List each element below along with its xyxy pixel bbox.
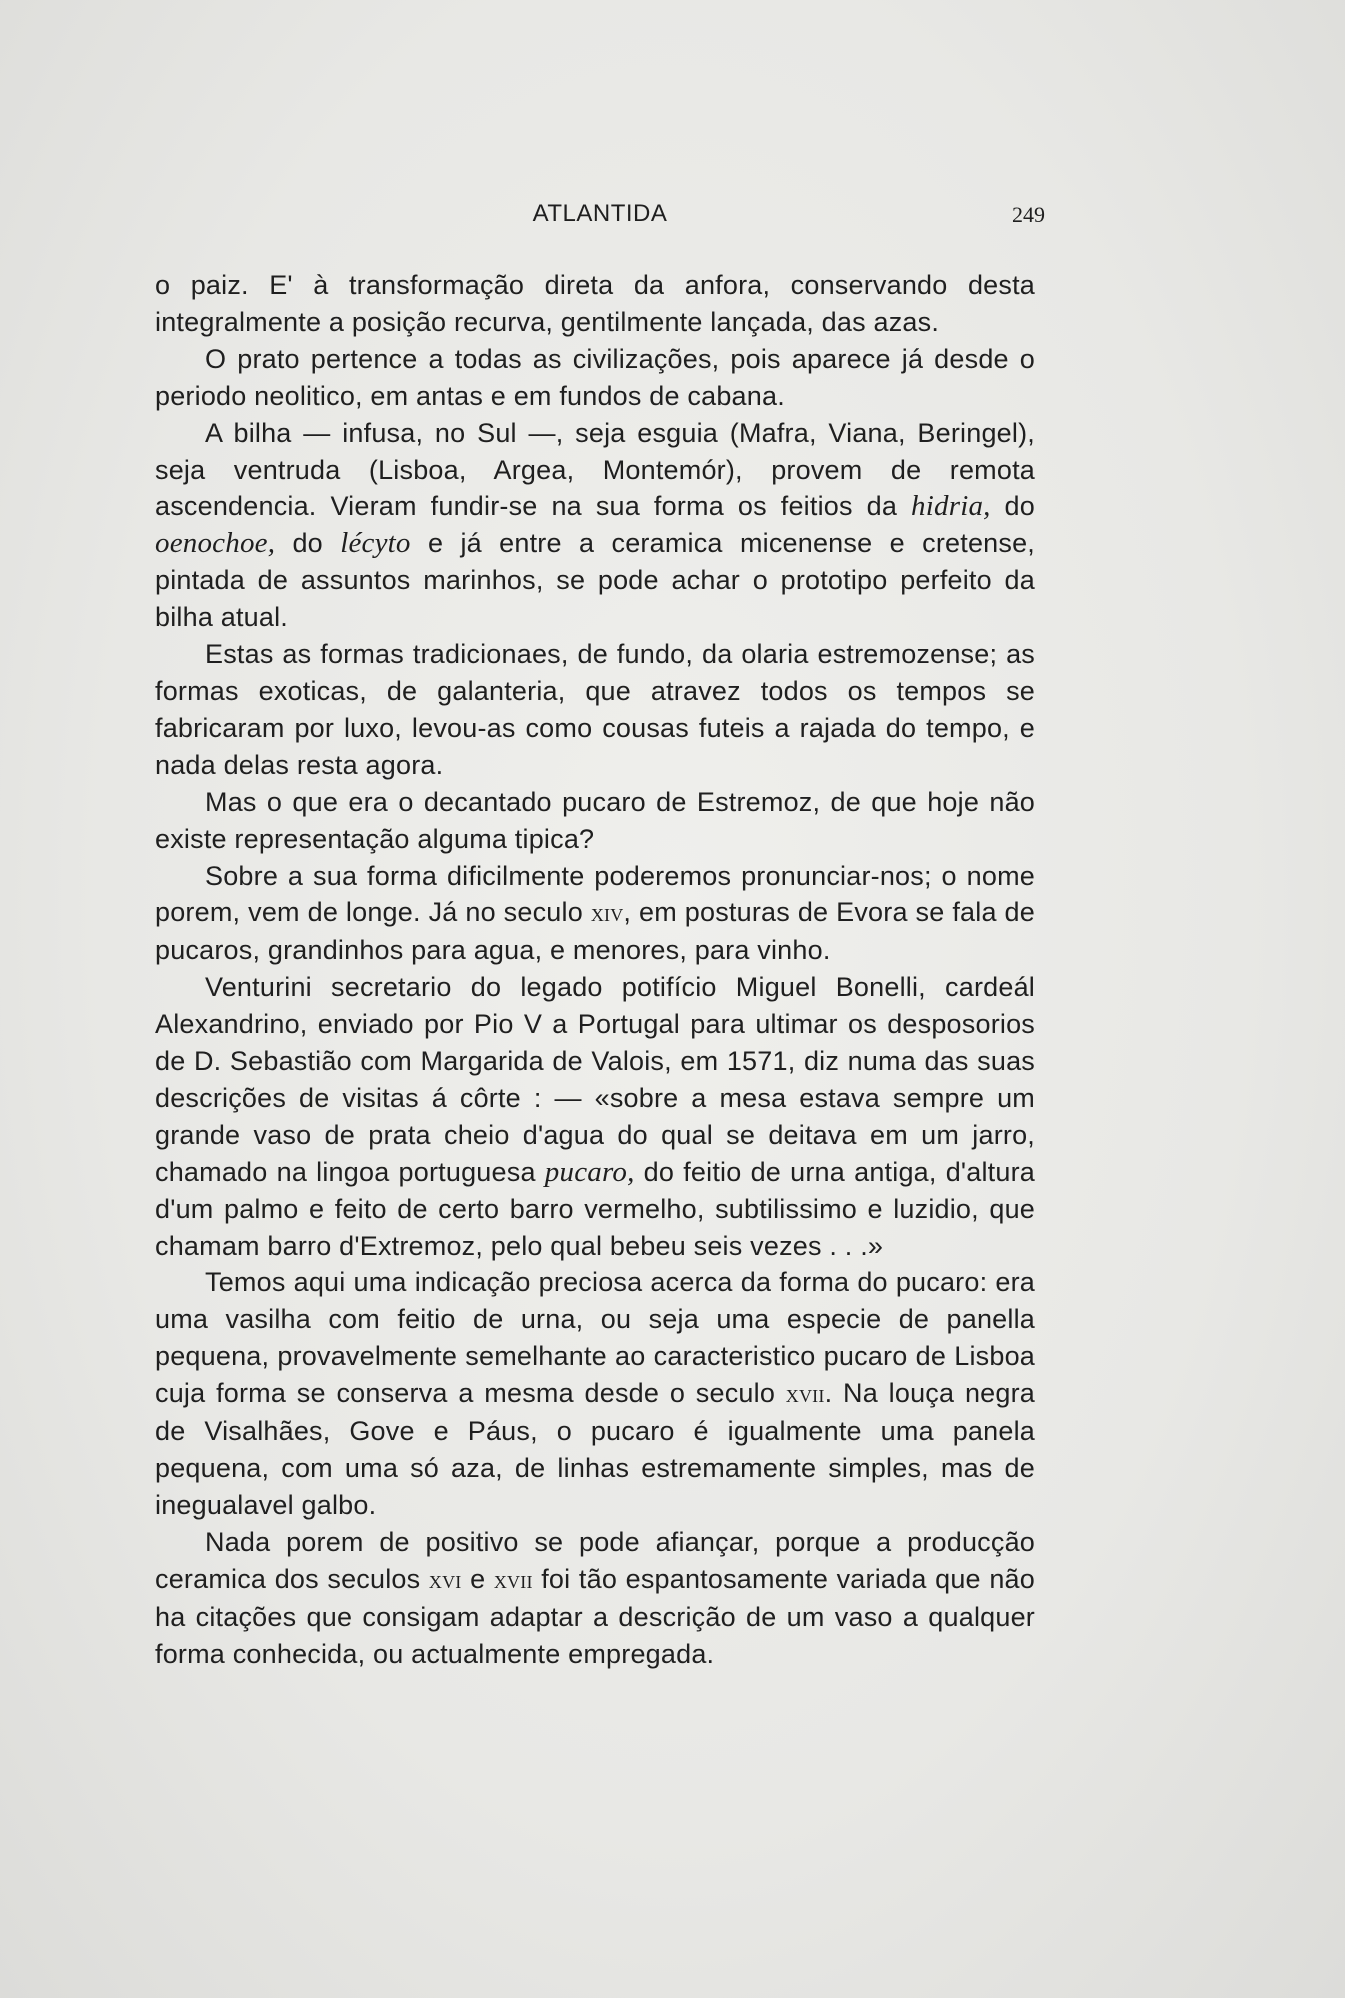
paragraph-8	[155, 1264, 1035, 1523]
paragraph-8-text-a: Temos aqui uma indicação preciosa acerca da forma do pucaro: era uma vasilha com feitio de urna, ou seja uma especie de panella pequena, provavelmente semelhante ao caracteristico pucaro de Lisboa cuja forma se conserva a mesma desde o seculo	[155, 1267, 1035, 1409]
century-xvii: xvii	[785, 1379, 825, 1409]
paragraph-3-text-a: A bilha — infusa, no Sul —, seja esguia (Mafra, Viana, Beringel), seja ventruda (Lisboa, Argea, Montemór), provem de remota ascendencia. Vieram fundir-se na sua forma os feitios da	[155, 417, 1035, 522]
paragraph-2	[155, 341, 1035, 415]
page-header	[155, 200, 1045, 240]
paragraph-9-text-b: e	[461, 1563, 494, 1594]
paragraph-5-text: Mas o que era o decantado pucaro de Estremoz, de que hoje não existe representação alguma tipica?	[155, 786, 1035, 854]
paragraph-1-text: o paiz. E' à transformação direta da anfora, conservando desta integralmente a posição recurva, gentilmente lançada, das azas.	[155, 270, 1035, 337]
term-hidria: hidria,	[911, 490, 991, 523]
paragraph-6-text-a: Sobre a sua forma dificilmente poderemos pronunciar-nos; o nome porem, vem de longe. Já no seculo	[155, 860, 1035, 928]
paragraph-4-text: Estas as formas tradicionaes, de fundo, da olaria estremozense; as formas exoticas, de galanteria, que atravez todos os tempos se fabricaram por luxo, levou-as como cousas futeis a rajada do tempo, e nada delas resta agora.	[155, 639, 1035, 780]
running-title: ATLANTIDA	[532, 200, 668, 227]
paragraph-6	[155, 858, 1035, 970]
paragraph-9-text-a: Nada porem de positivo se pode afiançar, porque a producção ceramica dos seculos	[155, 1526, 1035, 1594]
paragraph-2-text: O prato pertence a todas as civilizações, pois aparece já desde o periodo neolitico, em antas e em fundos de cabana.	[155, 343, 1035, 411]
paragraph-8-text-b: . Na louça negra de Visalhães, Gove e Páus, o pucaro é igualmente uma panela pequena, com uma só aza, de linhas estremamente simples, mas de inegualavel galbo.	[155, 1378, 1035, 1520]
paragraph-3-text-c: do	[275, 528, 341, 559]
term-lecyto: lécyto	[340, 527, 411, 560]
paragraph-3-text-b: do	[990, 491, 1035, 522]
body-text	[155, 267, 1035, 1672]
paragraph-1	[155, 267, 1035, 341]
paragraph-5	[155, 784, 1035, 858]
paragraph-7-text-b: do feitio de urna antiga, d'altura d'um palmo e feito de certo barro vermelho, subtilissimo e luzidio, que chamam barro d'Extremoz, pelo qual bebeu seis vezes . . .»	[155, 1156, 1036, 1261]
paragraph-4	[155, 636, 1035, 784]
paragraph-9	[155, 1524, 1035, 1673]
paragraph-7-text-a: Venturini secretario do legado potifício Miguel Bonelli, cardeál Alexandrino, enviado por Pio V a Portugal para ultimar os desposorios de D. Sebastião com Margarida de Valois, em 1571, diz numa das suas descrições de visitas á côrte : — «sobre a mesa estava sempre um grande vaso de prata cheio d'agua do qual se deitava em um jarro, chamado na lingoa portuguesa	[155, 972, 1035, 1187]
century-xvi: xvi	[428, 1564, 462, 1594]
century-xiv: xiv	[590, 898, 624, 928]
paragraph-7	[155, 969, 1035, 1264]
paragraph-3-text-d: e já entre a ceramica micenense e cretense, pintada de assuntos marinhos, se pode achar o prototipo perfeito da bilha atual.	[155, 528, 1035, 633]
paragraph-6-text-b: , em posturas de Evora se fala de pucaros, grandinhos para agua, e menores, para vinho.	[155, 897, 1035, 966]
paragraph-9-text-c: foi tão espantosamente variada que não ha citações que consigam adaptar a descrição de um vaso a qualquer forma conhecida, ou actualmente empregada.	[155, 1563, 1035, 1669]
paragraph-3	[155, 415, 1035, 636]
term-oenochoe: oenochoe,	[155, 527, 276, 560]
page-number: 249	[1012, 202, 1045, 227]
century-xvii: xvii	[493, 1564, 533, 1594]
term-pucaro: pucaro,	[544, 1155, 635, 1188]
